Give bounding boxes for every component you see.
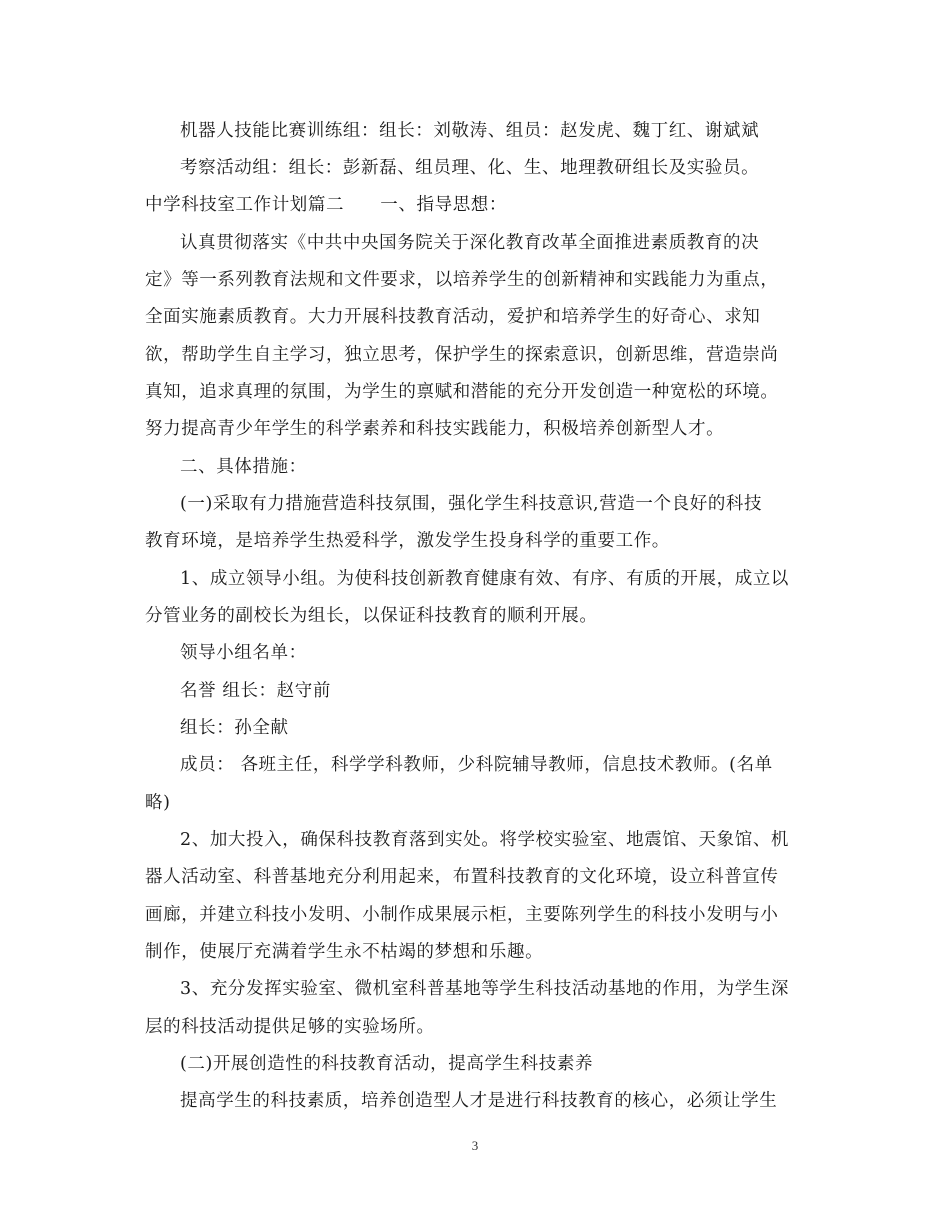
paragraph-line: 3、充分发挥实验室、微机室科普基地等学生科技活动基地的作用，为学生深 (180, 979, 790, 999)
paragraph-line: 组长：孙全献 (180, 718, 289, 738)
paragraph-line: 名誉 组长：赵守前 (180, 681, 331, 701)
paragraph-line: 画廊，并建立科技小发明、小制作成果展示柜，主要陈列学生的科技小发明与小 (145, 905, 779, 925)
paragraph-line: 努力提高青少年学生的科学素养和科技实践能力，积极培养创新型人才。 (145, 419, 725, 439)
paragraph-line: 器人活动室、科普基地充分利用起来，布置科技教育的文化环境，设立科普宣传 (145, 867, 779, 887)
paragraph-line: 制作，使展厅充满着学生永不枯竭的梦想和乐趣。 (145, 942, 544, 962)
paragraph-line: 欲，帮助学生自主学习，独立思考，保护学生的探索意识，创新思维，营造崇尚 (145, 345, 779, 365)
paragraph-line: 层的科技活动提供足够的实验场所。 (145, 1017, 435, 1037)
page-number: 3 (471, 1138, 479, 1153)
paragraph-line: 教育环境，是培养学生热爱科学，激发学生投身科学的重要工作。 (145, 531, 670, 551)
section-heading-line: (二)开展创造性的科技教育活动，提高学生科技素养 (180, 1054, 594, 1074)
paragraph-line: 1、成立领导小组。为使科技创新教育健康有效、有序、有质的开展，成立以 (180, 569, 790, 589)
paragraph-line: 真知，追求真理的氛围，为学生的禀赋和潜能的充分开发创造一种宽松的环境。 (145, 382, 779, 402)
paragraph-line: (一)采取有力措施营造科技氛围，强化学生科技意识,营造一个良好的科技 (180, 494, 763, 514)
paragraph-line: 成员： 各班主任，科学学科教师，少科院辅导教师，信息技术教师。(名单 (180, 755, 773, 775)
paragraph-line: 提高学生的科技素质，培养创造型人才是进行科技教育的核心，必须让学生 (180, 1091, 778, 1111)
section-heading-line: 中学科技室工作计划篇二 一、指导思想： (145, 195, 507, 215)
paragraph-line: 机器人技能比赛训练组：组长：刘敬涛、组员：赵发虎、魏丁红、谢斌斌 (180, 121, 760, 141)
paragraph-line: 全面实施素质教育。大力开展科技教育活动，爱护和培养学生的好奇心、求知 (145, 307, 761, 327)
paragraph-line: 考察活动组：组长：彭新磊、组员理、化、生、地理教研组长及实验员。 (180, 158, 760, 178)
paragraph-line: 2、加大投入，确保科技教育落到实处。将学校实验室、地震馆、天象馆、机 (180, 830, 790, 850)
paragraph-line: 定》等一系列教育法规和文件要求，以培养学生的创新精神和实践能力为重点， (145, 270, 779, 290)
section-heading-line: 二、具体措施： (180, 457, 307, 477)
paragraph-line: 分管业务的副校长为组长，以保证科技教育的顺利开展。 (145, 606, 598, 626)
paragraph-line: 认真贯彻落实《中共中央国务院关于深化教育改革全面推进素质教育的决 (180, 233, 760, 253)
paragraph-line: 领导小组名单： (180, 643, 307, 663)
paragraph-line: 略) (145, 793, 171, 813)
